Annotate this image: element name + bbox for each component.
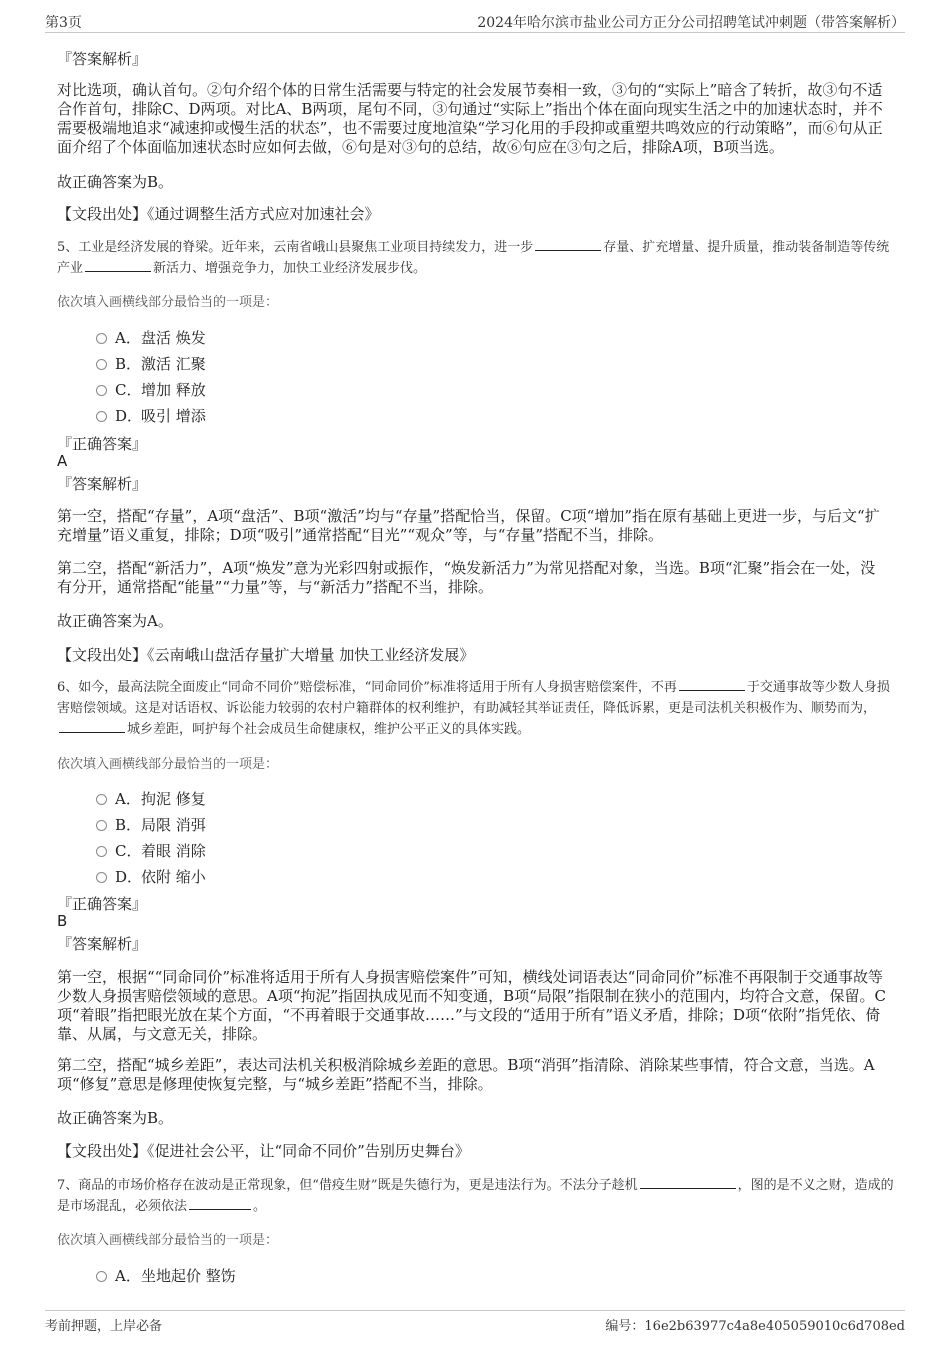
q7-text-part2: ，图的是不义之财，造成的是市场混乱，必须依法 [57,1178,894,1214]
correct-answer-label: 『正确答案』 [57,435,148,453]
q7-option-a[interactable]: A．坐地起价 整饬 [96,1265,236,1285]
answer-analysis-label: 『答案解析』 [57,50,148,68]
q5-blank-1 [535,238,601,251]
q7-prompt: 依次填入画横线部分最恰当的一项是： [57,1233,279,1248]
q7-blank-1 [640,1176,736,1189]
q5-option-d[interactable]: D．吸引 增添 [96,405,206,425]
q6-source: 【文段出处】《促进社会公平，让“同命不同价”告别历史舞台》 [57,1142,470,1160]
radio-icon[interactable] [96,846,107,857]
q5-text-part3: 新活力、增强竞争力，加快工业经济发展步伐。 [153,261,427,276]
q5-option-c[interactable]: C．增加 释放 [96,379,206,399]
q4-conclusion: 故正确答案为B。 [57,173,174,191]
q4-analysis: 对比选项，确认首句。②句介绍个体的日常生活需要与特定的社会发展节奏相一致，③句的“实际上”暗含了转折，故③句不适合作首句，排除C、D两项。对比A、B两项，尾句不同，③句通过“实际上”指出个体在面向现实生活之中的加速状态时，并不需要极端地追求“减速抑或慢生活的状态”，也不需要过度地渲染“学习化用的手段抑或重塑共鸣效应的行动策略”，而⑥句从正面介绍了个体面临加速状态时应如何去做，⑥句是对③句的总结，故⑥句应在③句之后，排除A项，B项当选。 [57,81,883,156]
radio-icon[interactable] [96,820,107,831]
page-header [45,10,905,33]
correct-answer-label: 『正确答案』 [57,895,148,913]
q6-analysis-1: 第一空，根据““同命同价”标准将适用于所有人身损害赔偿案件”可知，横线处词语表达“同命同价”标准不再限制于交通事故等少数人身损害赔偿领域的意思。A项“拘泥”指固执成见而不知变通，B项“局限”指限制在狭小的范围内，均符合文意，保留。C项“着眼”指把眼光放在某个方面，“不再着眼于交通事故……”与文段的“适用于所有”语义矛盾，排除；D项“依附”指凭依、倚靠、从属，与文意无关，排除。 [57,968,887,1043]
radio-icon[interactable] [96,794,107,805]
q6-blank-2 [59,720,125,733]
q6-question [57,677,902,740]
q5-blank-2 [85,259,151,272]
radio-icon[interactable] [96,385,107,396]
q6-answer: B [57,912,68,930]
q6-text-part2: 于交通事故等少数人身损害赔偿领域。这是对话语权、诉讼能力较弱的农村户籍群体的权利维护，有助减轻其举证责任，降低诉累，更是司法机关积极作为、顺势而为， [57,680,890,716]
radio-icon[interactable] [96,872,107,883]
footer-slogan: 考前押题，上岸必备 [45,1319,163,1334]
q6-analysis-2: 第二空，搭配“城乡差距”，表达司法机关积极消除城乡差距的意思。B项“消弭”指清除、消除某些事情，符合文意，当选。A项“修复”意思是修理使恢复完整，与“城乡差距”搭配不当，排除。 [57,1056,875,1093]
q6-option-d[interactable]: D．依附 缩小 [96,866,206,886]
q6-prompt: 依次填入画横线部分最恰当的一项是： [57,757,279,772]
q7-question [57,1175,902,1217]
radio-icon[interactable] [96,333,107,344]
q4-source: 【文段出处】《通过调整生活方式应对加速社会》 [57,205,380,223]
footer-doc-id: 编号：16e2b63977c4a8e405059010c6d708ed [605,1319,905,1334]
q5-question [57,237,902,279]
q7-text-part1: 7、商品的市场价格存在波动是正常现象，但“借疫生财”既是失德行为，更是违法行为。不法分子趁机 [57,1178,638,1193]
page-footer [45,1310,905,1333]
q5-answer: A [57,452,68,470]
q5-analysis-2: 第二空，搭配“新活力”，A项“焕发”意为光彩四射或振作，“焕发新活力”为常见搭配对象，当选。B项“汇聚”指会在一处，没有分开，通常搭配“能量”“力量”等，与“新活力”搭配不当，排除。 [57,559,876,596]
q7-blank-2 [189,1197,251,1210]
q5-conclusion: 故正确答案为A。 [57,612,173,630]
q6-text-part1: 6、如今，最高法院全面废止“同命不同价”赔偿标准，“同命同价”标准将适用于所有人身损害赔偿案件，不再 [57,680,677,695]
answer-analysis-label: 『答案解析』 [57,475,148,493]
q6-option-a[interactable]: A．拘泥 修复 [96,788,206,808]
q5-option-a[interactable]: A．盘活 焕发 [96,327,206,347]
q5-source: 【文段出处】《云南峨山盘活存量扩大增量 加快工业经济发展》 [57,646,475,664]
radio-icon[interactable] [96,359,107,370]
q5-prompt: 依次填入画横线部分最恰当的一项是： [57,295,279,310]
q6-conclusion: 故正确答案为B。 [57,1109,174,1127]
document-title: 2024年哈尔滨市盐业公司方正分公司招聘笔试冲刺题（带答案解析） [477,15,905,31]
q5-option-b[interactable]: B．激活 汇聚 [96,353,206,373]
radio-icon[interactable] [96,411,107,422]
q6-text-part3: 城乡差距，呵护每个社会成员生命健康权，维护公平正义的具体实践。 [127,722,531,737]
answer-analysis-label: 『答案解析』 [57,935,148,953]
radio-icon[interactable] [96,1271,107,1282]
q6-option-c[interactable]: C．着眼 消除 [96,840,206,860]
q6-option-b[interactable]: B．局限 消弭 [96,814,206,834]
q6-blank-1 [679,678,745,691]
page-number: 第3页 [45,15,82,31]
q5-text-part2: 存量、扩充增量、提升质量，推动装备制造等传统产业 [57,240,890,276]
q5-text-part1: 5、工业是经济发展的脊梁。近年来，云南省峨山县聚焦工业项目持续发力，进一步 [57,240,534,255]
q7-text-part3: 。 [253,1199,267,1214]
q5-analysis-1: 第一空，搭配“存量”，A项“盘活”、B项“激活”均与“存量”搭配恰当，保留。C项“增加”指在原有基础上更进一步，与后文“扩充增量”语义重复，排除；D项“吸引”通常搭配“目光”“观众”等，与“存量”搭配不当，排除。 [57,507,880,544]
